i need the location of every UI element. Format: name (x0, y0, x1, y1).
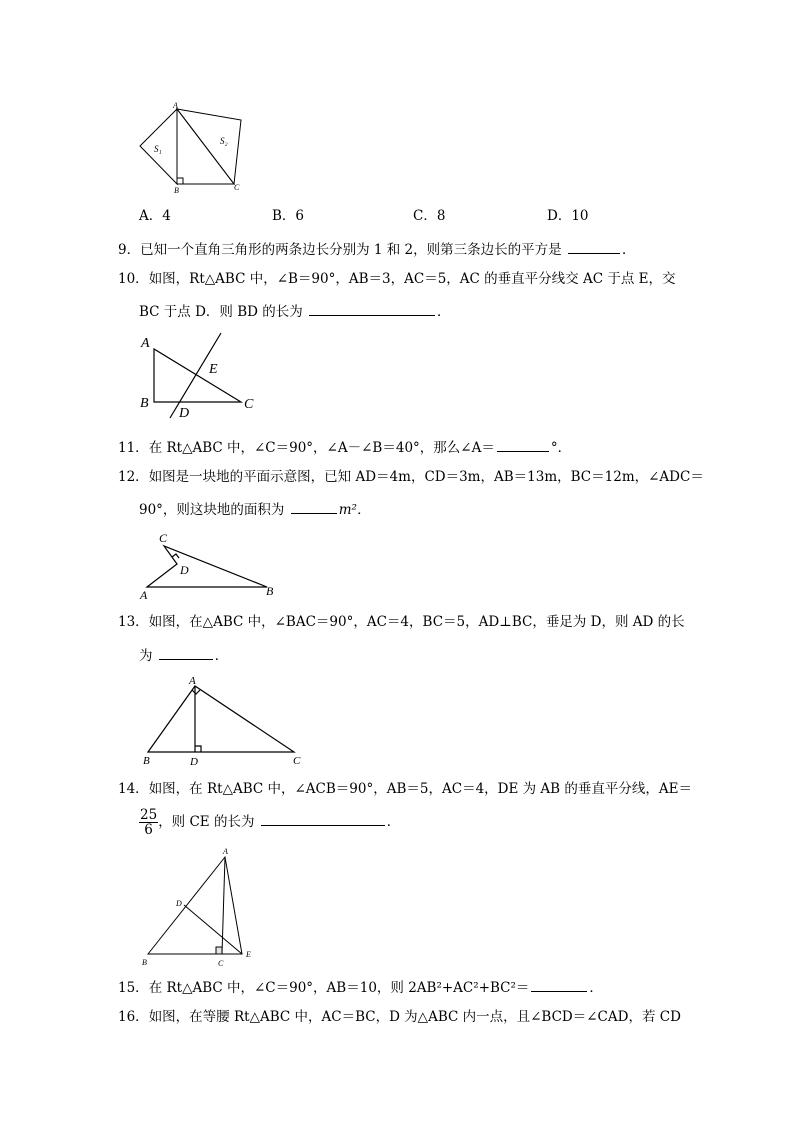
q13-label-d: D (190, 756, 198, 768)
q13-label-c: C (293, 755, 301, 767)
q10-label-b: B (140, 396, 149, 411)
q9-text: 已知一个直角三角形的两条边长分别为 1 和 2，则第三条边长的平方是 (140, 242, 562, 258)
q12-figure (135, 527, 285, 602)
q10-text-1: 如图，Rt△ABC 中，∠B＝90°，AB＝3，AC＝5，AC 的垂直平分线交 AC 于点 E，交 (148, 271, 676, 287)
q8-label-b: B (174, 186, 179, 195)
q12-label-c: C (159, 531, 168, 545)
q9-line (118, 239, 635, 259)
q8-label-s1: S₁ (154, 144, 162, 154)
q15-number: 15． (118, 980, 149, 996)
q13-end: ． (214, 648, 229, 664)
q14-line2 (139, 806, 400, 838)
q10-line2 (139, 301, 451, 321)
q14-label-a: A (223, 847, 228, 856)
q10-number: 10． (118, 271, 149, 287)
q12-number: 12． (118, 469, 149, 485)
q11-text: 在 Rt△ABC 中，∠C＝90°，∠A－∠B＝40°，那么∠A＝ (148, 440, 495, 456)
q10-label-d: D (179, 406, 190, 421)
q14-label-b: B (142, 958, 147, 967)
q14-line1 (118, 780, 692, 798)
q14-fraction (139, 808, 158, 837)
q10-line1 (118, 270, 675, 288)
q14-end: ． (386, 814, 401, 830)
q8-choice-c: C．8 (413, 208, 446, 224)
q12-line1 (118, 468, 704, 486)
q13-label-b: B (143, 755, 150, 767)
q13-number: 13． (118, 614, 149, 630)
q8-choice-d: D．10 (547, 208, 589, 224)
q15-answer-blank[interactable] (531, 977, 587, 992)
q8-label-a: A (173, 101, 178, 110)
q10-figure (130, 330, 270, 420)
q12-unit: m²． (338, 502, 371, 518)
q8-label-c: C (234, 183, 240, 192)
q14-answer-blank[interactable] (261, 811, 385, 826)
q16-number: 16． (118, 1009, 149, 1025)
q14-number: 14． (118, 781, 149, 797)
q15-end: ． (589, 980, 603, 996)
q15-text: 在 Rt△ABC 中，∠C＝90°，AB＝10，则 2AB²+AC²+BC²＝ (148, 980, 530, 996)
q12-label-d: D (180, 563, 189, 577)
q14-frac-num: 25 (140, 807, 158, 823)
q13-answer-blank[interactable] (159, 645, 213, 660)
q14-frac-den: 6 (144, 822, 153, 838)
q12-answer-blank[interactable] (291, 499, 337, 514)
q14-text-1: 如图，在 Rt△ABC 中，∠ACB＝90°，AB＝5，AC＝4，DE 为 AB 的垂直平分线，AE＝ (148, 781, 692, 797)
q13-line2 (139, 645, 228, 665)
q12-text-2: 90°，则这块地的面积为 (139, 502, 285, 518)
q12-text-1: 如图是一块地的平面示意图，已知 AD＝4m，CD＝3m，AB＝13m，BC＝12m，∠ADC＝ (148, 469, 704, 485)
q10-label-c: C (244, 397, 254, 412)
q10-label-e: E (209, 362, 218, 377)
q14-text-2: ，则 CE 的长为 (158, 814, 255, 830)
q8-choice-a: A．4 (139, 208, 171, 224)
q8-label-s2: S₂ (220, 136, 228, 146)
q14-label-e: E (246, 950, 251, 959)
q13-line1 (118, 613, 685, 631)
q12-label-a: A (140, 588, 148, 602)
q16-line (118, 1008, 681, 1026)
q10-answer-blank[interactable] (309, 301, 435, 316)
q13-text-1: 如图，在△ABC 中，∠BAC＝90°，AC＝4，BC＝5，AD⊥BC，垂足为 D，则 AD 的长 (148, 614, 685, 630)
q14-label-c: C (218, 959, 224, 968)
q10-end: ． (437, 304, 451, 320)
q11-answer-blank[interactable] (497, 437, 549, 452)
q10-text-2: BC 于点 D．则 BD 的长为 (139, 304, 303, 320)
q9-number: 9． (118, 242, 141, 258)
q8-choice-b: B．6 (272, 208, 305, 224)
q13-figure (140, 673, 310, 768)
q11-line (118, 437, 571, 457)
q16-text: 如图，在等腰 Rt△ABC 中，AC＝BC，D 为△ABC 内一点，且∠BCD＝∠CAD，若 CD (148, 1009, 681, 1025)
q11-end: °． (550, 440, 572, 456)
q13-text-2: 为 (139, 648, 153, 664)
q10-label-a: A (141, 336, 150, 351)
q9-end: ． (621, 242, 636, 258)
q14-figure (135, 843, 265, 973)
q11-number: 11． (118, 440, 149, 456)
q13-label-a: A (189, 675, 196, 687)
q9-answer-blank[interactable] (568, 239, 620, 254)
q12-label-b: B (266, 584, 274, 598)
q8-figure (130, 98, 260, 198)
q14-label-d: D (176, 899, 182, 908)
q12-line2 (139, 499, 370, 519)
q15-line (118, 977, 603, 997)
